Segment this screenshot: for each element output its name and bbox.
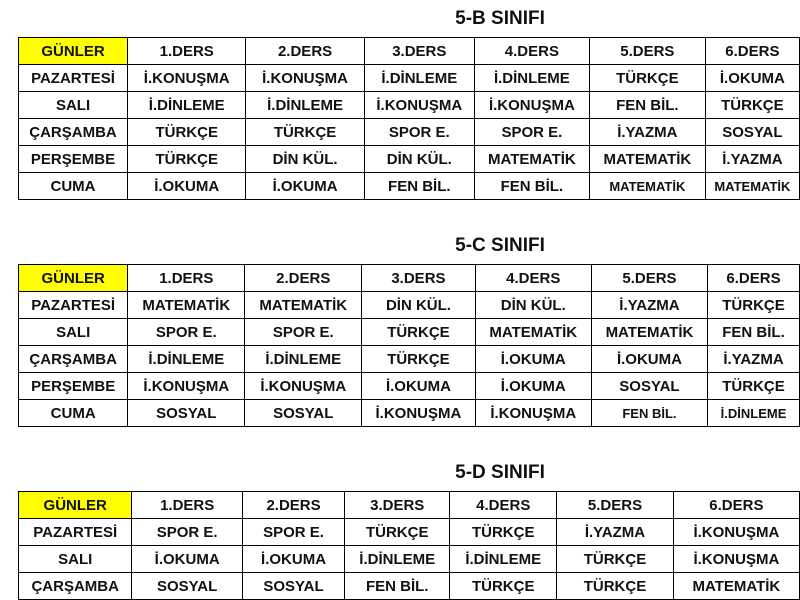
lesson-cell: MATEMATİK (591, 319, 707, 346)
lesson-cell: İ.OKUMA (362, 373, 475, 400)
lesson-cell: SPOR E. (128, 319, 245, 346)
lesson-cell: MATEMATİK (474, 146, 589, 173)
lesson-header: 5.DERS (557, 492, 674, 519)
table-row (19, 119, 800, 146)
lesson-cell: SPOR E. (474, 119, 589, 146)
lesson-cell: TÜRKÇE (557, 546, 674, 573)
table-row (19, 65, 800, 92)
lesson-cell: MATEMATİK (589, 146, 705, 173)
lesson-header: 2.DERS (246, 38, 364, 65)
lesson-header: 3.DERS (345, 492, 450, 519)
lesson-cell: DİN KÜL. (364, 146, 474, 173)
lesson-cell: İ.KONUŞMA (673, 546, 799, 573)
lesson-header: 2.DERS (245, 265, 362, 292)
lesson-cell: SOSYAL (705, 119, 799, 146)
lesson-cell: İ.YAZMA (591, 292, 707, 319)
lesson-cell: İ.OKUMA (242, 546, 344, 573)
lesson-cell: TÜRKÇE (450, 573, 557, 600)
lesson-cell: MATEMATİK (673, 573, 799, 600)
lesson-cell: SOSYAL (245, 400, 362, 427)
table-row (19, 573, 800, 600)
lesson-cell: İ.OKUMA (475, 346, 591, 373)
lesson-cell: TÜRKÇE (589, 65, 705, 92)
lesson-cell: TÜRKÇE (246, 119, 364, 146)
lesson-cell: İ.OKUMA (475, 373, 591, 400)
table-row (19, 319, 800, 346)
lesson-cell: FEN BİL. (474, 173, 589, 200)
lesson-header: 6.DERS (705, 38, 799, 65)
lesson-cell: SOSYAL (128, 400, 245, 427)
day-label: ÇARŞAMBA (19, 573, 132, 600)
schedule-table-5d (18, 491, 800, 600)
lesson-cell: MATEMATİK (475, 319, 591, 346)
table-row (19, 546, 800, 573)
lesson-cell: TÜRKÇE (708, 373, 800, 400)
lesson-cell: FEN BİL. (364, 173, 474, 200)
lesson-cell: FEN BİL. (708, 319, 800, 346)
lesson-cell: İ.OKUMA (132, 546, 242, 573)
lesson-cell: İ.DİNLEME (708, 400, 800, 427)
day-label: PERŞEMBE (19, 146, 128, 173)
table-row (19, 373, 800, 400)
lesson-cell: TÜRKÇE (362, 319, 475, 346)
lesson-header: 6.DERS (708, 265, 800, 292)
lesson-cell: MATEMATİK (705, 173, 799, 200)
lesson-header: 6.DERS (673, 492, 799, 519)
lesson-header: 1.DERS (132, 492, 242, 519)
lesson-cell: İ.OKUMA (128, 173, 246, 200)
lesson-cell: SPOR E. (245, 319, 362, 346)
lesson-cell: İ.KONUŞMA (128, 65, 246, 92)
lesson-cell: İ.DİNLEME (246, 92, 364, 119)
lesson-cell: DİN KÜL. (246, 146, 364, 173)
lesson-cell: MATEMATİK (245, 292, 362, 319)
header-row (19, 38, 800, 65)
lesson-cell: İ.DİNLEME (245, 346, 362, 373)
lesson-cell: TÜRKÇE (362, 346, 475, 373)
table-title-5d: 5-D SINIFI (455, 462, 545, 483)
lesson-cell: İ.OKUMA (591, 346, 707, 373)
days-header: GÜNLER (19, 38, 128, 65)
lesson-cell: DİN KÜL. (475, 292, 591, 319)
table-title-5b: 5-B SINIFI (455, 8, 545, 29)
table-row (19, 346, 800, 373)
day-label: PAZARTESİ (19, 65, 128, 92)
schedule-table-5b (18, 37, 800, 200)
lesson-cell: SPOR E. (364, 119, 474, 146)
lesson-cell: İ.KONUŞMA (474, 92, 589, 119)
lesson-cell: İ.DİNLEME (450, 546, 557, 573)
lesson-cell: İ.YAZMA (589, 119, 705, 146)
lesson-cell: FEN BİL. (345, 573, 450, 600)
lesson-cell: İ.YAZMA (708, 346, 800, 373)
lesson-cell: İ.DİNLEME (128, 346, 245, 373)
header-row (19, 265, 800, 292)
lesson-cell: SPOR E. (132, 519, 242, 546)
lesson-cell: TÜRKÇE (128, 119, 246, 146)
table-row (19, 400, 800, 427)
lesson-cell: İ.KONUŞMA (673, 519, 799, 546)
lesson-cell: İ.DİNLEME (128, 92, 246, 119)
header-row (19, 492, 800, 519)
lesson-header: 3.DERS (364, 38, 474, 65)
lesson-header: 5.DERS (591, 265, 707, 292)
lesson-cell: İ.DİNLEME (474, 65, 589, 92)
lesson-cell: İ.DİNLEME (364, 65, 474, 92)
lesson-cell: TÜRKÇE (128, 146, 246, 173)
lesson-header: 2.DERS (242, 492, 344, 519)
lesson-cell: DİN KÜL. (362, 292, 475, 319)
day-label: ÇARŞAMBA (19, 346, 128, 373)
lesson-cell: İ.KONUŞMA (245, 373, 362, 400)
lesson-cell: SOSYAL (132, 573, 242, 600)
lesson-header: 3.DERS (362, 265, 475, 292)
lesson-cell: İ.DİNLEME (345, 546, 450, 573)
lesson-cell: TÜRKÇE (705, 92, 799, 119)
day-label: ÇARŞAMBA (19, 119, 128, 146)
table-row (19, 292, 800, 319)
lesson-header: 4.DERS (475, 265, 591, 292)
lesson-cell: İ.OKUMA (246, 173, 364, 200)
lesson-cell: TÜRKÇE (708, 292, 800, 319)
lesson-header: 1.DERS (128, 38, 246, 65)
lesson-header: 4.DERS (474, 38, 589, 65)
lesson-cell: İ.YAZMA (557, 519, 674, 546)
day-label: SALI (19, 546, 132, 573)
table-row (19, 146, 800, 173)
lesson-cell: İ.KONUŞMA (364, 92, 474, 119)
day-label: SALI (19, 92, 128, 119)
table-title-5c: 5-C SINIFI (455, 235, 545, 256)
lesson-cell: TÜRKÇE (557, 573, 674, 600)
lesson-cell: MATEMATİK (128, 292, 245, 319)
lesson-cell: İ.KONUŞMA (246, 65, 364, 92)
days-header: GÜNLER (19, 492, 132, 519)
lesson-cell: MATEMATİK (589, 173, 705, 200)
schedule-table-5c (18, 264, 800, 427)
table-row (19, 519, 800, 546)
lesson-cell: İ.OKUMA (705, 65, 799, 92)
day-label: CUMA (19, 400, 128, 427)
lesson-cell: TÜRKÇE (345, 519, 450, 546)
lesson-header: 5.DERS (589, 38, 705, 65)
lesson-cell: FEN BİL. (589, 92, 705, 119)
day-label: CUMA (19, 173, 128, 200)
lesson-cell: SOSYAL (591, 373, 707, 400)
day-label: SALI (19, 319, 128, 346)
lesson-cell: İ.KONUŞMA (362, 400, 475, 427)
lesson-cell: İ.KONUŞMA (128, 373, 245, 400)
lesson-cell: İ.KONUŞMA (475, 400, 591, 427)
days-header: GÜNLER (19, 265, 128, 292)
table-row (19, 92, 800, 119)
table-row (19, 173, 800, 200)
lesson-cell: TÜRKÇE (450, 519, 557, 546)
lesson-cell: SOSYAL (242, 573, 344, 600)
lesson-header: 1.DERS (128, 265, 245, 292)
day-label: PAZARTESİ (19, 519, 132, 546)
lesson-cell: İ.YAZMA (705, 146, 799, 173)
lesson-cell: SPOR E. (242, 519, 344, 546)
day-label: PERŞEMBE (19, 373, 128, 400)
lesson-cell: FEN BİL. (591, 400, 707, 427)
day-label: PAZARTESİ (19, 292, 128, 319)
lesson-header: 4.DERS (450, 492, 557, 519)
